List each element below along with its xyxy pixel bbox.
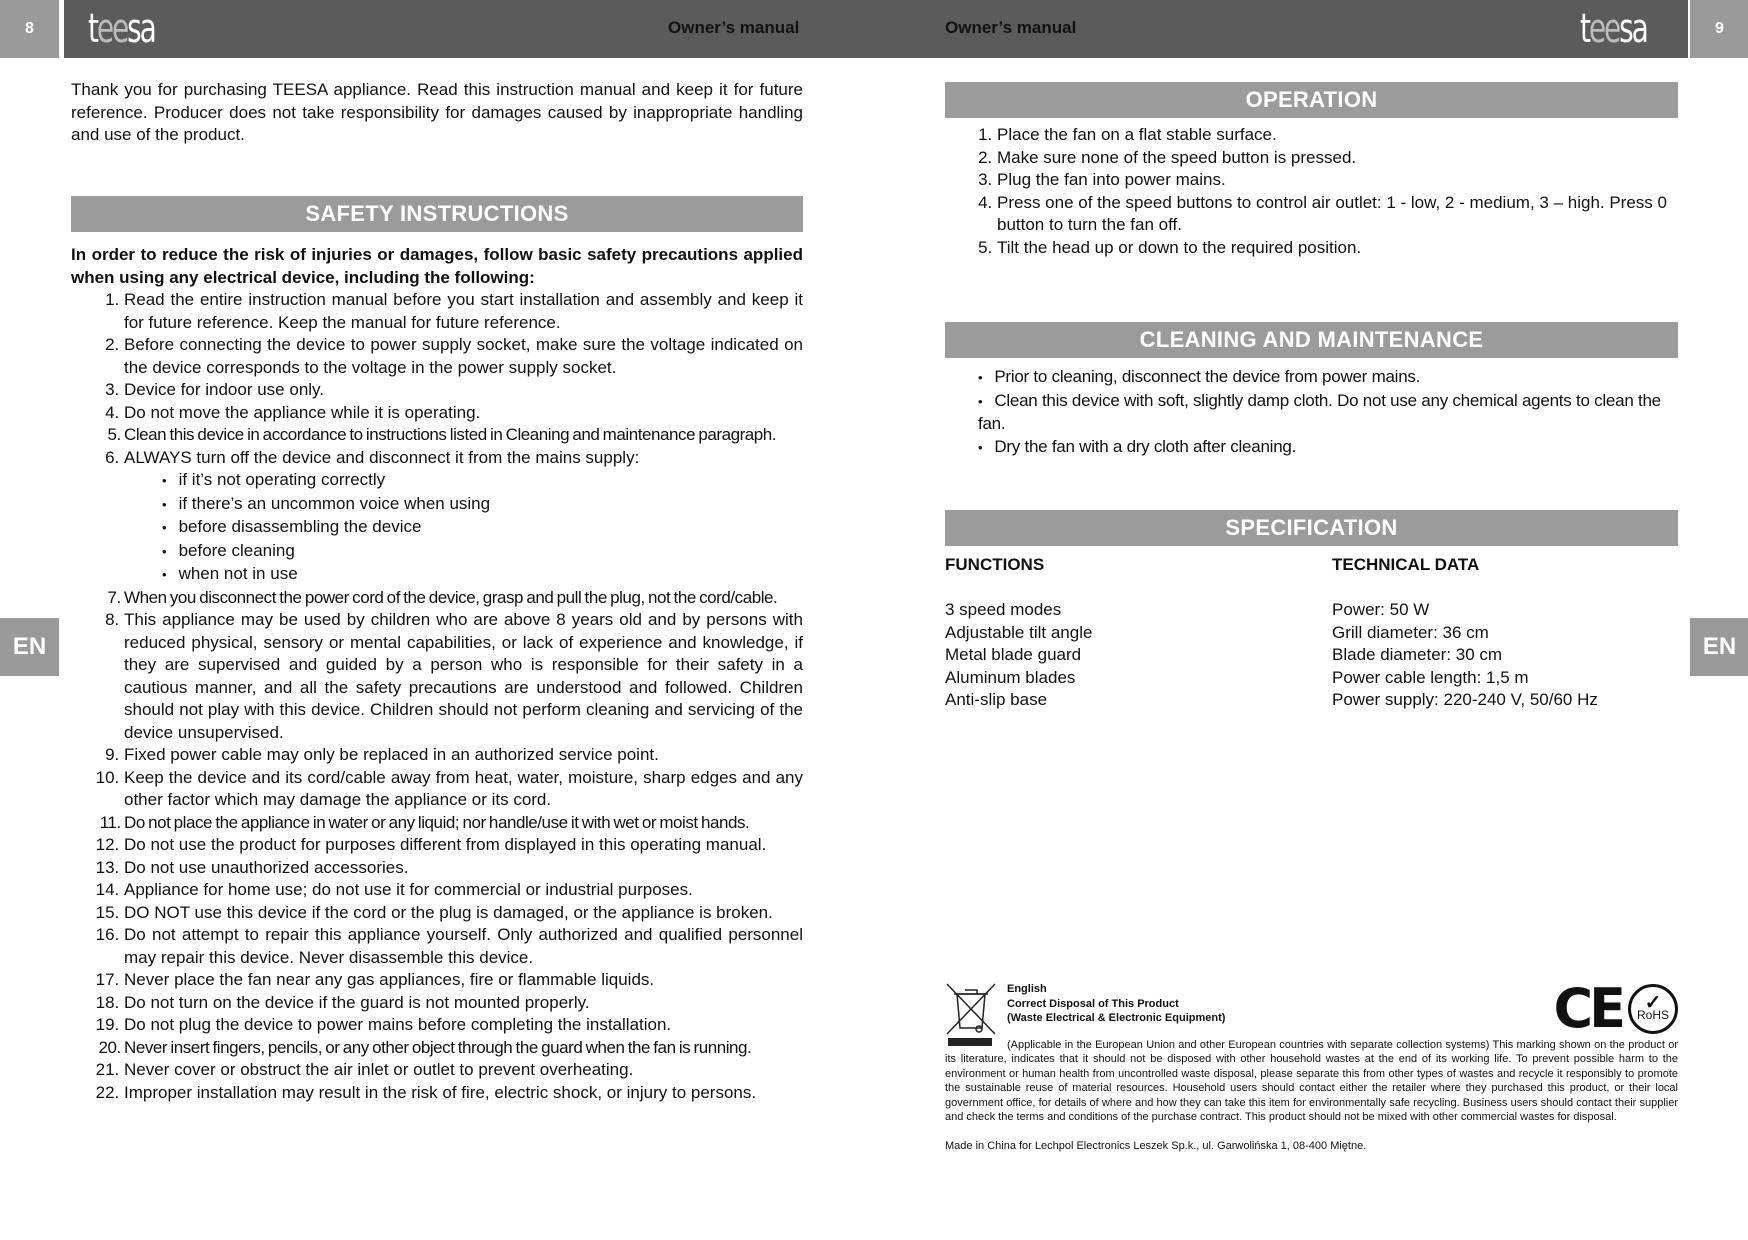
safety-item: 2. Before connecting the device to power supply socket, make sure the voltage indicated on the device corresponds to the voltage in the power supply socket. [124, 334, 803, 379]
header-title-right: Owner’s manual [945, 18, 1077, 37]
safety-title: SAFETY INSTRUCTIONS [71, 196, 803, 232]
cleaning-list [945, 366, 1678, 459]
cleaning-item: • Clean this device with soft, slightly damp cloth. Do not use any chemical agents to clean the fan. [978, 390, 1678, 436]
safety-item: 22. Improper installation may result in the risk of fire, electric shock, or injury to persons. [124, 1082, 803, 1105]
page-number-right: 9 [1690, 0, 1748, 58]
operation-item: 4. Press one of the speed buttons to control air outlet: 1 - low, 2 - medium, 3 – high. Press 0 button to turn the fan off. [997, 192, 1678, 237]
safety-item: 5. Clean this device in accordance to instructions listed in Cleaning and maintenance paragraph. [124, 424, 803, 447]
safety-item: 11. Do not place the appliance in water or any liquid; nor handle/use it with wet or moist hands. [124, 812, 803, 835]
safety-lead: In order to reduce the risk of injuries or damages, follow basic safety precautions applied when using any electrical device, including the following: [71, 245, 803, 287]
cleaning-title: CLEANING AND MAINTENANCE [945, 322, 1678, 358]
cleaning-item: • Prior to cleaning, disconnect the device from power mains. [978, 366, 1678, 390]
functions-title: FUNCTIONS [945, 555, 1045, 574]
safety-list [71, 289, 803, 1104]
rohs-mark: ✓ RoHS [1628, 984, 1678, 1034]
operation-item: 1. Place the fan on a flat stable surface. [997, 124, 1678, 147]
safety-item: 15. DO NOT use this device if the cord or the plug is damaged, or the appliance is broken. [124, 902, 803, 925]
safety-item: 16. Do not attempt to repair this appliance yourself. Only authorized and qualified personnel may repair this device. Never disassemble this device. [124, 924, 803, 969]
cleaning-section [945, 322, 1678, 459]
safety-item: 14. Appliance for home use; do not use it for commercial or industrial purposes. [124, 879, 803, 902]
safety-item: 13. Do not use unauthorized accessories. [124, 857, 803, 880]
operation-item: 5. Tilt the head up or down to the required position. [997, 237, 1678, 260]
function-item: Metal blade guard [945, 645, 1082, 664]
safety-item: 10. Keep the device and its cord/cable away from heat, water, moisture, sharp edges and any other factor which may damage the appliance or its cord. [124, 767, 803, 812]
operation-section [945, 82, 1678, 259]
safety-sub-item: • if there’s an uncommon voice when using [162, 493, 803, 517]
operation-list [945, 124, 1678, 259]
language-tab-right: EN [1690, 618, 1748, 676]
ce-mark: CE [1553, 977, 1622, 1040]
header-bar [64, 0, 1688, 58]
function-item: 3 speed modes [945, 600, 1062, 619]
operation-item: 2. Make sure none of the speed button is pressed. [997, 147, 1678, 170]
safety-item: 8. This appliance may be used by children who are above 8 years old and by persons with reduced physical, sensory or mental capabilities, or lack of experience and knowledge, if they are supervised and guided by a person who is responsible for their safety in a cautious manner, and all the safety precautions are understood and followed. Children should not play with this device. Children should not perform cleaning and servicing of the device unsupervised. [124, 609, 803, 744]
made-in-text: Made in China for Lechpol Electronics Leszek Sp.k., ul. Garwolińska 1, 08-400 Miętne. [945, 1139, 1367, 1152]
disposal-section [945, 977, 1678, 1153]
cleaning-item: • Dry the fan with a dry cloth after cleaning. [978, 436, 1678, 460]
language-tab-left: EN [0, 618, 59, 676]
technical-item: Grill diameter: 36 cm [1332, 622, 1489, 642]
safety-item: 3. Device for indoor use only. [124, 379, 803, 402]
technical-list [1332, 599, 1598, 712]
safety-sub-item: • before cleaning [162, 540, 803, 564]
disposal-subtitle: (Waste Electrical & Electronic Equipment) [1007, 1012, 1226, 1024]
technical-item: Power supply: 220-240 V, 50/60 Hz [1332, 690, 1598, 709]
safety-item: 17. Never place the fan near any gas appliances, fire or flammable liquids. [124, 969, 803, 992]
safety-sub-item: • when not in use [162, 563, 803, 587]
technical-title: TECHNICAL DATA [1332, 555, 1480, 574]
functions-list [945, 599, 1332, 712]
specification-title: SPECIFICATION [945, 510, 1678, 546]
disposal-text: (Applicable in the European Union and other European countries with separate collection systems) This marking shown on the product or its literature, indicates that it should not be disposed with other household wastes at the end of its working life. To prevent possible harm to the environment or human health from uncontrolled waste disposal, please separate this from other types of wastes and recycle it responsibly to promote the sustainable reuse of material resources. Household users should contact either the retailer where they purchased this product, or their local government office, for details of where and how they can take this item for environmentally safe recycling. Business users should contact their supplier and check the terms and conditions of the purchase contract. This product should not be mixed with other commercial wastes for disposal. [945, 1038, 1678, 1123]
safety-item: 4. Do not move the appliance while it is operating. [124, 402, 803, 425]
disposal-title: Correct Disposal of This Product [1007, 997, 1179, 1010]
safety-item: 9. Fixed power cable may only be replaced in an authorized service point. [124, 744, 803, 767]
specification-section [945, 510, 1678, 712]
function-item: Anti-slip base [945, 690, 1048, 709]
intro-text: Thank you for purchasing TEESA appliance. Read this instruction manual and keep it for future reference. Producer does not take responsibility for damages caused by inappropriate handling and use of the product. [71, 80, 803, 144]
disposal-language: English [1007, 983, 1047, 995]
safety-item: 12. Do not use the product for purposes different from displayed in this operating manual. [124, 834, 803, 857]
teesa-logo-right: teesa [1580, 6, 1647, 52]
technical-item: Power cable length: 1,5 m [1332, 667, 1529, 687]
function-item: Aluminum blades [945, 667, 1076, 687]
weee-bin-icon [945, 982, 997, 1048]
safety-item: 21. Never cover or obstruct the air inlet or outlet to prevent overheating. [124, 1059, 803, 1082]
safety-item: 20. Never insert fingers, pencils, or any other object through the guard when the fan is running. [124, 1037, 803, 1060]
teesa-logo-left: teesa [88, 6, 155, 52]
safety-sub-item: • if it’s not operating correctly [162, 469, 803, 493]
safety-item: 7. When you disconnect the power cord of the device, grasp and pull the plug, not the cord/cable. [124, 587, 803, 610]
page-number-left: 8 [0, 0, 59, 58]
technical-item: Power: 50 W [1332, 600, 1430, 619]
function-item: Adjustable tilt angle [945, 622, 1093, 642]
safety-sub-list [124, 469, 803, 587]
safety-section [71, 196, 803, 1104]
operation-title: OPERATION [945, 82, 1678, 118]
header-title-left: Owner’s manual [668, 18, 800, 37]
safety-sub-item: • before disassembling the device [162, 516, 803, 540]
safety-item: 19. Do not plug the device to power mains before completing the installation. [124, 1014, 803, 1037]
technical-item: Blade diameter: 30 cm [1332, 645, 1503, 664]
operation-item: 3. Plug the fan into power mains. [997, 169, 1678, 192]
safety-item: 6. ALWAYS turn off the device and disconnect it from the mains supply: [124, 447, 803, 470]
safety-item: 18. Do not turn on the device if the guard is not mounted properly. [124, 992, 803, 1015]
safety-item: 1. Read the entire instruction manual before you start installation and assembly and keep it for future reference. Keep the manual for future reference. [124, 289, 803, 334]
